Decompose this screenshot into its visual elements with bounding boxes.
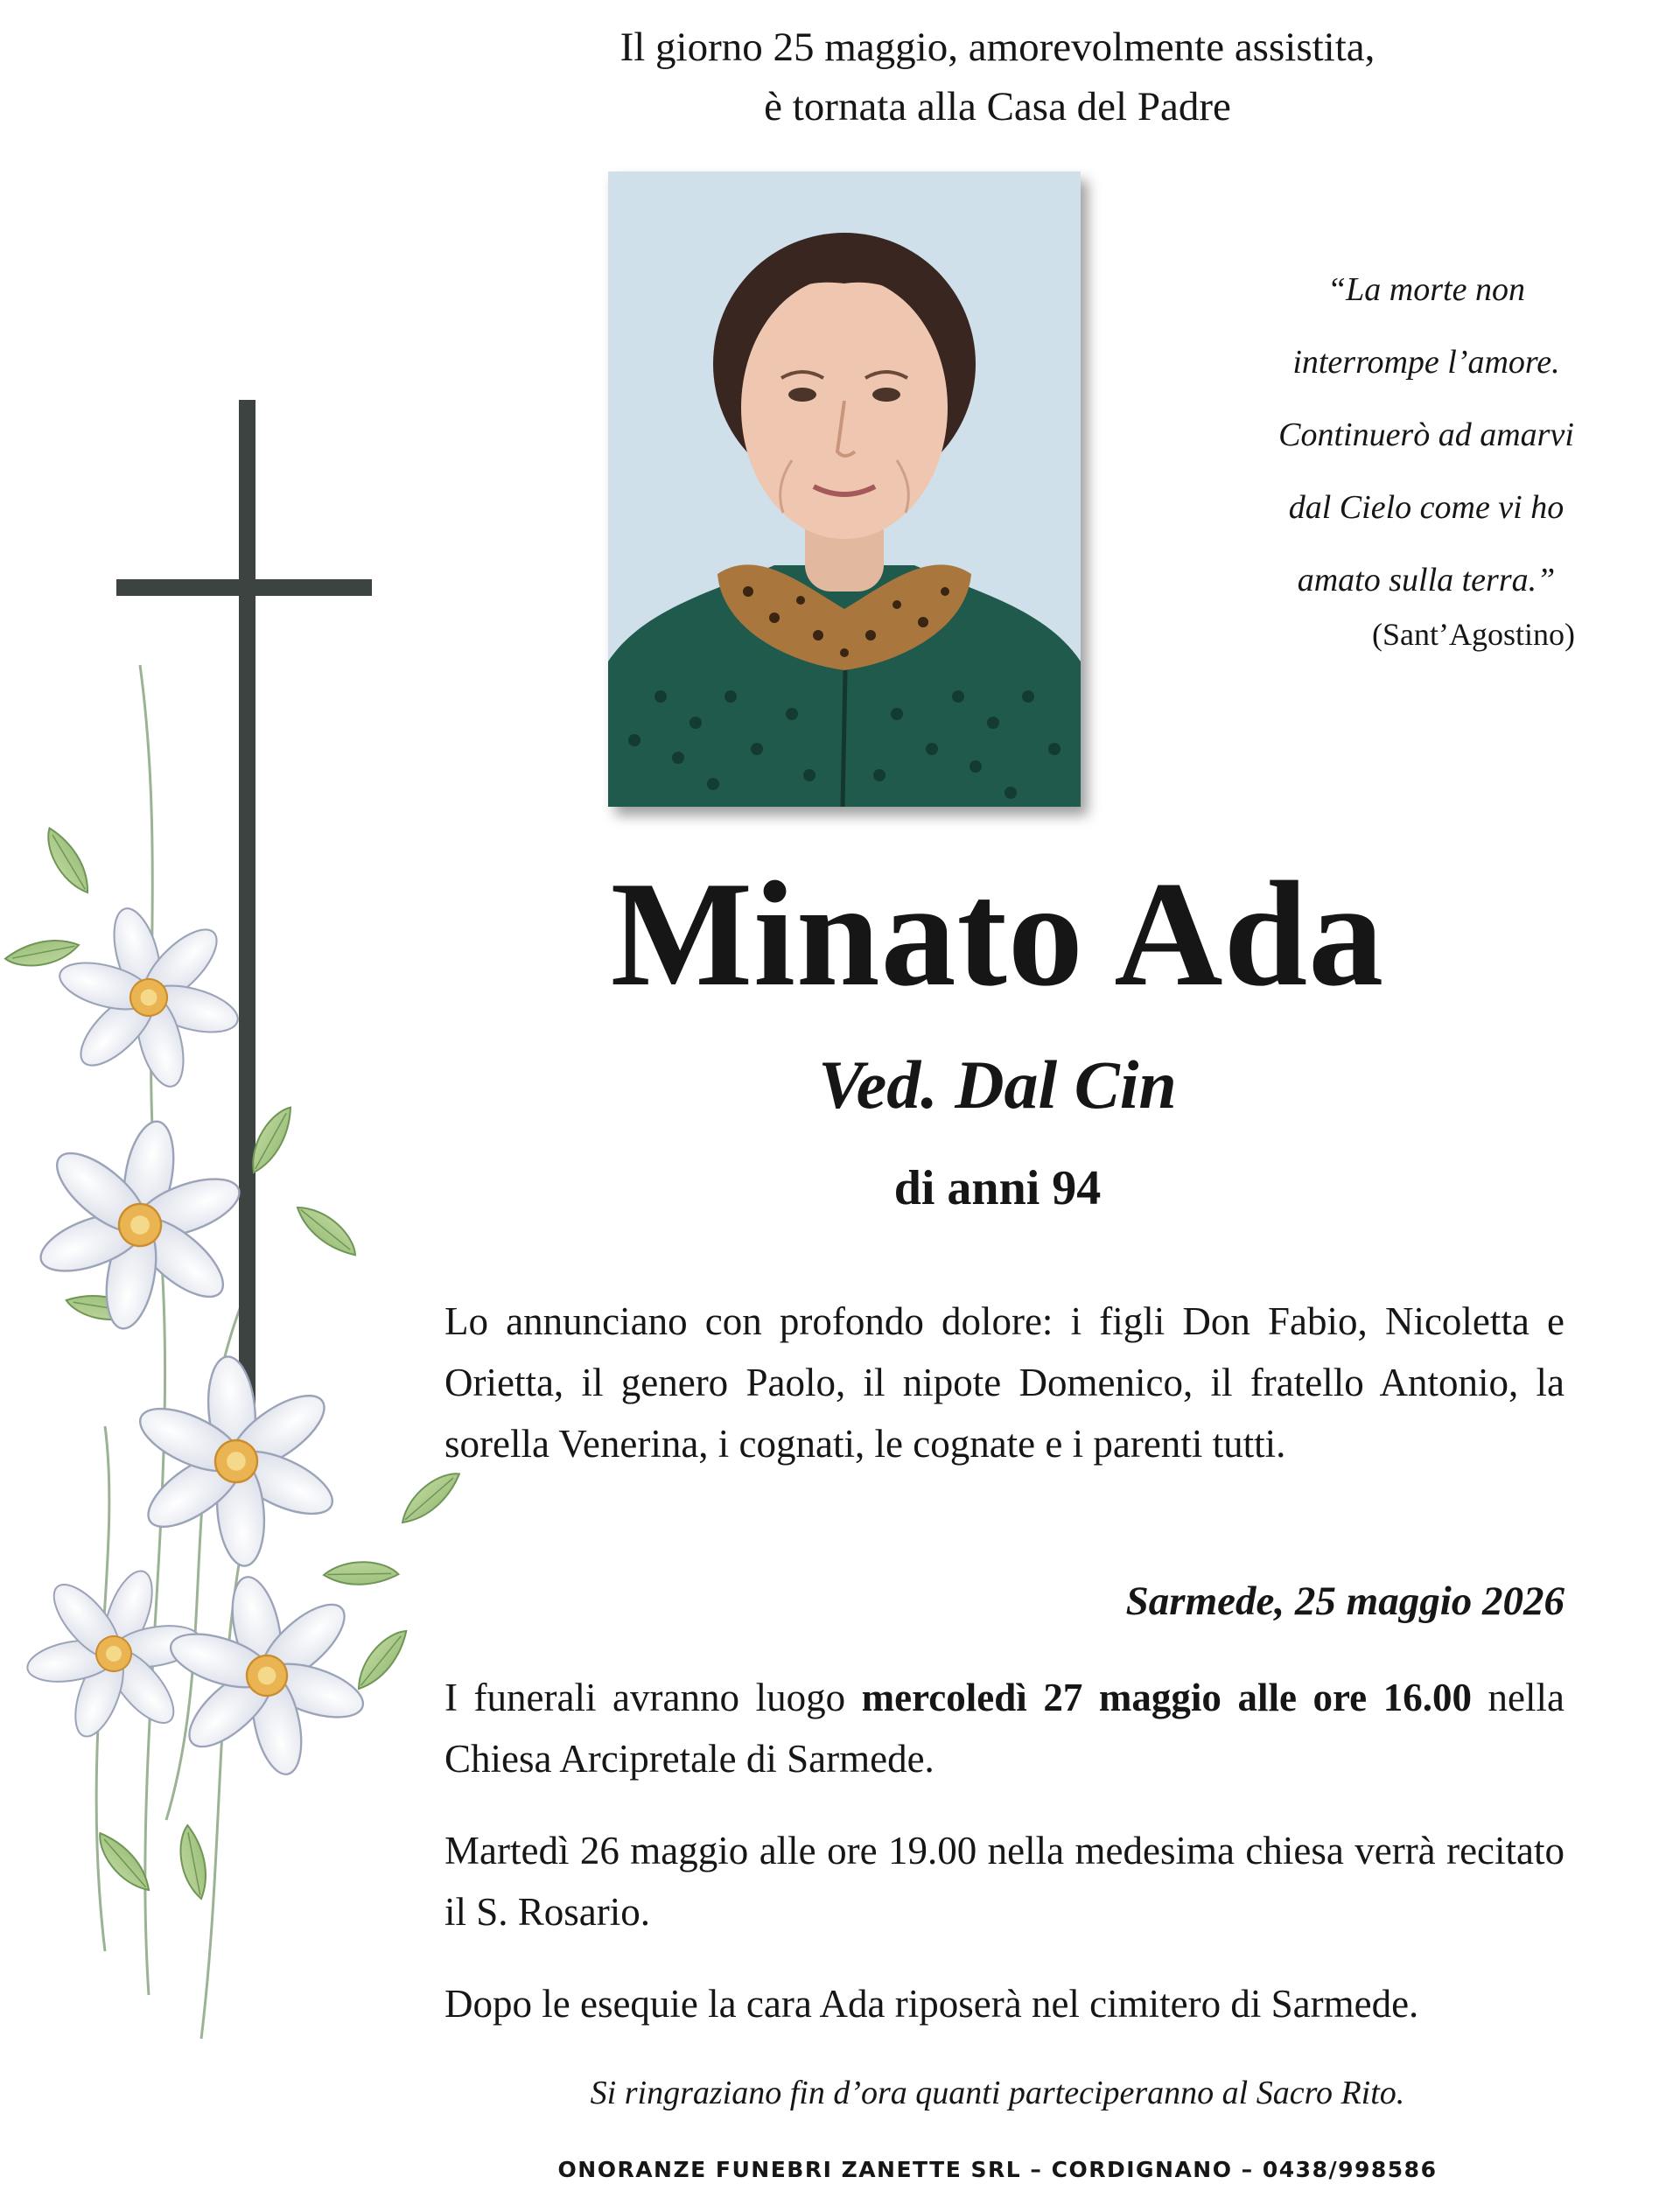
quote-line: “La morte non xyxy=(1327,271,1525,308)
lily-flowers xyxy=(4,886,384,1795)
portrait-illustration xyxy=(608,172,1081,807)
stems xyxy=(96,665,262,2039)
rosary-paragraph: Martedì 26 maggio alle ore 19.00 nella medesima chiesa verrà recitato il S. Rosario. xyxy=(444,1829,1564,1934)
place-date: Sarmede, 25 maggio 2026 xyxy=(1125,1578,1564,1624)
thanks-line: Si ringraziano fin d’ora quanti parteciperanno al Sacro Rito. xyxy=(590,2075,1405,2111)
quote-line: amato sulla terra.” xyxy=(1297,562,1556,598)
funeral-when: mercoledì 27 maggio alle ore 16.00 xyxy=(861,1676,1472,1719)
deceased-name: Minato Ada xyxy=(610,851,1385,1018)
funeral-paragraph xyxy=(444,1667,1564,1789)
age: di anni 94 xyxy=(893,1161,1102,1215)
quote-line: dal Cielo come vi ho xyxy=(1288,489,1564,526)
intro-line-2: è tornata alla Casa del Padre xyxy=(764,84,1231,130)
intro-text xyxy=(420,18,1575,136)
funeral-prefix: I funerali avranno luogo xyxy=(444,1676,862,1719)
burial-paragraph: Dopo le esequie la cara Ada riposerà nel cimitero di Sarmede. xyxy=(444,1982,1419,2026)
widow-of: Ved. Dal Cin xyxy=(818,1046,1177,1123)
quote xyxy=(1208,254,1645,617)
funeral-home-footer: ONORANZE FUNEBRI ZANETTE SRL – CORDIGNANO – 0438/998586 xyxy=(557,2157,1438,2182)
quote-line: Continuerò ad amarvi xyxy=(1278,416,1574,453)
portrait-photo xyxy=(608,172,1081,807)
quote-source: (Sant’Agostino) xyxy=(1372,617,1575,652)
intro-line-1: Il giorno 25 maggio, amorevolmente assistita, xyxy=(620,24,1376,70)
quote-line: interrompe l’amore. xyxy=(1292,344,1560,381)
announcement-paragraph: Lo annunciano con profondo dolore: i figli Don Fabio, Nicoletta e Orietta, il genero Paolo, il nipote Domenico, il fratello Antonio, la sorella Venerina, i cognati, le cognate e i parenti tutti. xyxy=(444,1299,1564,1466)
funeral-suffix: nella Chiesa Arcipretale di Sarmede. xyxy=(444,1676,1565,1781)
